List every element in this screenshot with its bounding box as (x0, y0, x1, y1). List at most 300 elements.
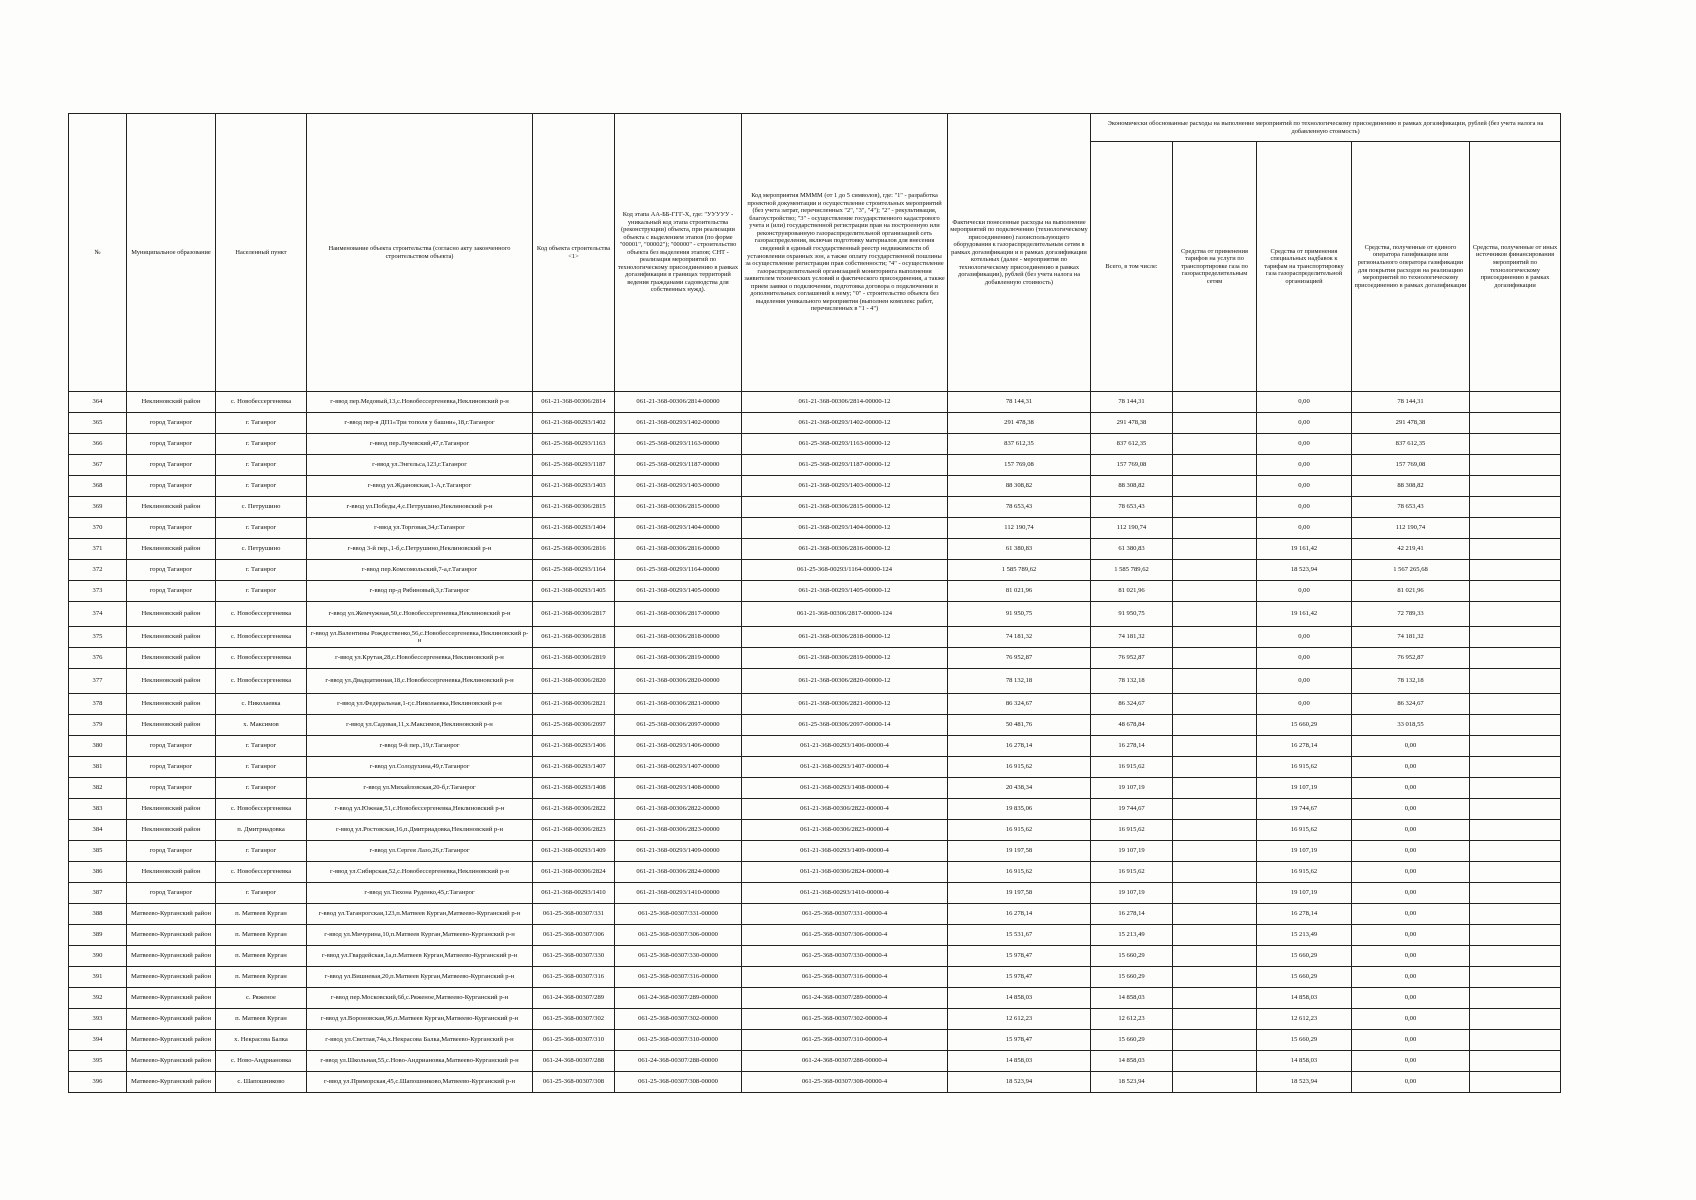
cell-settlement: г. Таганрог (216, 778, 307, 799)
cell-other-sources (1470, 1009, 1561, 1030)
cell-num: 377 (69, 669, 127, 694)
cell-single-operator: 0,00 (1352, 799, 1470, 820)
cell-actual-costs: 61 380,83 (948, 539, 1091, 560)
cell-single-operator: 0,00 (1352, 841, 1470, 862)
cell-actual-costs: 81 021,96 (948, 581, 1091, 602)
cell-tariff-funds (1173, 497, 1257, 518)
cell-single-operator: 0,00 (1352, 1051, 1470, 1072)
cell-total: 157 769,08 (1091, 455, 1173, 476)
cell-num: 395 (69, 1051, 127, 1072)
cell-special-markup: 16 915,62 (1257, 820, 1352, 841)
cell-tariff-funds (1173, 988, 1257, 1009)
cell-tariff-funds (1173, 434, 1257, 455)
cell-special-markup: 19 107,19 (1257, 841, 1352, 862)
cell-other-sources (1470, 967, 1561, 988)
cell-object-name: г-ввод ул.Двадцатинная,18,с.Новобессергеневка,Неклиновский р-н (307, 669, 533, 694)
cell-object-code: 061-21-368-00306/2820 (533, 669, 615, 694)
cell-object-name: г-ввод 9-й пер.,19,г.Таганрог (307, 736, 533, 757)
cell-total: 16 278,14 (1091, 904, 1173, 925)
cell-stage-code: 061-21-368-00293/1405-00000 (615, 581, 742, 602)
cell-special-markup: 16 915,62 (1257, 757, 1352, 778)
cell-event-code: 061-21-368-00306/2819-00000-12 (742, 648, 948, 669)
cell-object-code: 061-21-368-00306/2822 (533, 799, 615, 820)
cell-stage-code: 061-21-368-00306/2816-00000 (615, 539, 742, 560)
cell-stage-code: 061-25-368-00307/308-00000 (615, 1072, 742, 1093)
cell-num: 384 (69, 820, 127, 841)
table-row (69, 1009, 1561, 1030)
cell-object-code: 061-25-368-00293/1163 (533, 434, 615, 455)
cell-single-operator: 72 789,33 (1352, 602, 1470, 627)
cell-num: 381 (69, 757, 127, 778)
cell-tariff-funds (1173, 736, 1257, 757)
cell-stage-code: 061-25-368-00307/302-00000 (615, 1009, 742, 1030)
table-row (69, 799, 1561, 820)
cell-num: 383 (69, 799, 127, 820)
table-row (69, 627, 1561, 648)
cell-other-sources (1470, 841, 1561, 862)
cell-other-sources (1470, 392, 1561, 413)
cell-other-sources (1470, 988, 1561, 1009)
cell-actual-costs: 19 197,58 (948, 841, 1091, 862)
cell-other-sources (1470, 736, 1561, 757)
cell-stage-code: 061-21-368-00306/2818-00000 (615, 627, 742, 648)
cell-settlement: х. Некрасова Балка (216, 1030, 307, 1051)
cell-single-operator: 0,00 (1352, 967, 1470, 988)
cell-object-code: 061-25-368-00293/1187 (533, 455, 615, 476)
cell-actual-costs: 15 978,47 (948, 1030, 1091, 1051)
cell-tariff-funds (1173, 757, 1257, 778)
cell-num: 369 (69, 497, 127, 518)
cell-single-operator: 0,00 (1352, 757, 1470, 778)
cell-event-code: 061-25-368-00307/310-00000-4 (742, 1030, 948, 1051)
cell-num: 373 (69, 581, 127, 602)
cell-single-operator: 0,00 (1352, 820, 1470, 841)
cell-other-sources (1470, 581, 1561, 602)
cell-stage-code: 061-21-368-00306/2815-00000 (615, 497, 742, 518)
cell-special-markup: 18 523,94 (1257, 560, 1352, 581)
cell-num: 388 (69, 904, 127, 925)
cell-stage-code: 061-21-368-00306/2817-00000 (615, 602, 742, 627)
cell-special-markup: 0,00 (1257, 392, 1352, 413)
cell-settlement: с. Ряженое (216, 988, 307, 1009)
cell-single-operator: 0,00 (1352, 1072, 1470, 1093)
cell-event-code: 061-21-368-00293/1402-00000-12 (742, 413, 948, 434)
cell-other-sources (1470, 799, 1561, 820)
cell-total: 78 144,31 (1091, 392, 1173, 413)
header-special-markup: Средства от применения специальных надбавок к тарифам на транспортировку газа газораспределительной организацией (1257, 142, 1352, 392)
cell-other-sources (1470, 560, 1561, 581)
table-row (69, 841, 1561, 862)
cell-other-sources (1470, 413, 1561, 434)
cell-special-markup: 0,00 (1257, 476, 1352, 497)
cell-municipality: Неклиновский район (127, 627, 216, 648)
cell-total: 91 950,75 (1091, 602, 1173, 627)
table-row (69, 715, 1561, 736)
cell-object-name: г-ввод пер.Лучевский,47,г.Таганрог (307, 434, 533, 455)
cell-other-sources (1470, 669, 1561, 694)
header-municipality: Муниципальное образование (127, 114, 216, 392)
cell-stage-code: 061-21-368-00293/1409-00000 (615, 841, 742, 862)
cell-object-name: г-ввод пр-д Рябиновый,3,г.Таганрог (307, 581, 533, 602)
cell-special-markup: 16 915,62 (1257, 862, 1352, 883)
cell-tariff-funds (1173, 1072, 1257, 1093)
cell-object-name: г-ввод ул.Победы,4,с.Петрушино,Неклиновский р-н (307, 497, 533, 518)
cell-stage-code: 061-25-368-00293/1164-00000 (615, 560, 742, 581)
table-row (69, 581, 1561, 602)
cell-municipality: город Таганрог (127, 883, 216, 904)
cell-settlement: п. Дмитриадовка (216, 820, 307, 841)
cell-object-name: г-ввод ул.Южная,51,с.Новобессергеневка,Неклиновский р-н (307, 799, 533, 820)
header-single-operator: Средства, полученные от единого оператора газификации или регионального оператора газификации для покрытия расходов на реализацию мероприятий по технологическому присоединению в рамках догазификации (1352, 142, 1470, 392)
cell-municipality: Неклиновский район (127, 715, 216, 736)
table-row (69, 988, 1561, 1009)
cell-actual-costs: 15 531,67 (948, 925, 1091, 946)
cell-object-code: 061-21-368-00293/1405 (533, 581, 615, 602)
cell-object-code: 061-25-368-00307/316 (533, 967, 615, 988)
cell-tariff-funds (1173, 1009, 1257, 1030)
table-row (69, 648, 1561, 669)
cell-stage-code: 061-21-368-00293/1402-00000 (615, 413, 742, 434)
cell-actual-costs: 14 858,03 (948, 1051, 1091, 1072)
table-row (69, 778, 1561, 799)
cell-tariff-funds (1173, 904, 1257, 925)
cell-object-name: г-ввод ул.Садовая,11,х.Максимов,Неклиновский р-н (307, 715, 533, 736)
cell-special-markup: 19 107,19 (1257, 778, 1352, 799)
table-row (69, 757, 1561, 778)
table-body (69, 392, 1561, 1093)
cell-settlement: п. Матвеев Курган (216, 925, 307, 946)
cell-municipality: Неклиновский район (127, 669, 216, 694)
cell-tariff-funds (1173, 1051, 1257, 1072)
cell-total: 291 478,38 (1091, 413, 1173, 434)
cell-actual-costs: 837 612,35 (948, 434, 1091, 455)
cell-object-name: г-ввод ул.Сибирская,52,с.Новобессергеневка,Неклиновский р-н (307, 862, 533, 883)
cell-single-operator: 157 769,08 (1352, 455, 1470, 476)
cell-settlement: г. Таганрог (216, 883, 307, 904)
cell-special-markup: 0,00 (1257, 434, 1352, 455)
cell-stage-code: 061-25-368-00293/1187-00000 (615, 455, 742, 476)
cell-single-operator: 0,00 (1352, 1030, 1470, 1051)
cell-stage-code: 061-21-368-00306/2824-00000 (615, 862, 742, 883)
cell-single-operator: 0,00 (1352, 946, 1470, 967)
cell-special-markup: 0,00 (1257, 669, 1352, 694)
cell-municipality: Матвеево-Курганский район (127, 1009, 216, 1030)
registry-table (68, 113, 1561, 1093)
cell-total: 16 915,62 (1091, 757, 1173, 778)
cell-object-name: г-ввод ул.Светлая,74а,х.Некрасова Балка,Матвеево-Курганский р-н (307, 1030, 533, 1051)
cell-object-code: 061-21-368-00306/2824 (533, 862, 615, 883)
cell-tariff-funds (1173, 581, 1257, 602)
cell-event-code: 061-21-368-00306/2823-00000-4 (742, 820, 948, 841)
cell-single-operator: 88 308,82 (1352, 476, 1470, 497)
cell-event-code: 061-21-368-00306/2814-00000-12 (742, 392, 948, 413)
cell-actual-costs: 16 915,62 (948, 862, 1091, 883)
cell-settlement: с. Новобессергеневка (216, 862, 307, 883)
cell-num: 364 (69, 392, 127, 413)
cell-total: 78 132,18 (1091, 669, 1173, 694)
cell-event-code: 061-25-368-00307/302-00000-4 (742, 1009, 948, 1030)
table-row (69, 539, 1561, 560)
cell-object-name: г-ввод ул.Вороновская,96,п.Матвеев Курган,Матвеево-Курганский р-н (307, 1009, 533, 1030)
cell-num: 396 (69, 1072, 127, 1093)
table-row (69, 862, 1561, 883)
cell-num: 372 (69, 560, 127, 581)
cell-single-operator: 0,00 (1352, 1009, 1470, 1030)
cell-tariff-funds (1173, 518, 1257, 539)
cell-event-code: 061-25-368-00307/330-00000-4 (742, 946, 948, 967)
cell-tariff-funds (1173, 820, 1257, 841)
cell-total: 78 653,43 (1091, 497, 1173, 518)
cell-settlement: п. Матвеев Курган (216, 946, 307, 967)
cell-actual-costs: 112 190,74 (948, 518, 1091, 539)
cell-single-operator: 78 144,31 (1352, 392, 1470, 413)
cell-tariff-funds (1173, 669, 1257, 694)
cell-num: 371 (69, 539, 127, 560)
cell-municipality: Неклиновский район (127, 820, 216, 841)
cell-municipality: город Таганрог (127, 778, 216, 799)
cell-stage-code: 061-25-368-00307/316-00000 (615, 967, 742, 988)
cell-event-code: 061-21-368-00306/2816-00000-12 (742, 539, 948, 560)
cell-other-sources (1470, 1072, 1561, 1093)
document-page (68, 113, 1560, 1093)
cell-stage-code: 061-21-368-00293/1403-00000 (615, 476, 742, 497)
cell-settlement: с. Новобессергеневка (216, 648, 307, 669)
table-row (69, 946, 1561, 967)
cell-object-name: г-ввод ул.Приморская,45,с.Шапошниково,Матвеево-Курганский р-н (307, 1072, 533, 1093)
cell-event-code: 061-25-368-00306/2097-00000-14 (742, 715, 948, 736)
cell-object-code: 061-25-368-00307/310 (533, 1030, 615, 1051)
cell-special-markup: 0,00 (1257, 413, 1352, 434)
cell-special-markup: 0,00 (1257, 694, 1352, 715)
header-other-sources: Средства, полученные от иных источников финансирования мероприятий по технологическому присоединению в рамках догазификации (1470, 142, 1561, 392)
cell-object-code: 061-25-368-00293/1164 (533, 560, 615, 581)
cell-stage-code: 061-21-368-00306/2822-00000 (615, 799, 742, 820)
cell-single-operator: 78 132,18 (1352, 669, 1470, 694)
cell-object-code: 061-21-368-00306/2815 (533, 497, 615, 518)
cell-tariff-funds (1173, 862, 1257, 883)
cell-actual-costs: 88 308,82 (948, 476, 1091, 497)
cell-object-name: г-ввод ул.Мичурина,10,п.Матвеев Курган,Матвеево-Курганский р-н (307, 925, 533, 946)
cell-municipality: Неклиновский район (127, 648, 216, 669)
cell-event-code: 061-25-368-00293/1187-00000-12 (742, 455, 948, 476)
cell-total: 19 107,19 (1091, 883, 1173, 904)
cell-object-name: г-ввод 3-й пер.,1-б,с.Петрушино,Неклиновский р-н (307, 539, 533, 560)
table-header (69, 114, 1561, 392)
cell-event-code: 061-25-368-00307/331-00000-4 (742, 904, 948, 925)
cell-municipality: Неклиновский район (127, 392, 216, 413)
cell-total: 14 858,03 (1091, 1051, 1173, 1072)
table-row (69, 904, 1561, 925)
cell-settlement: г. Таганрог (216, 455, 307, 476)
cell-single-operator: 76 952,87 (1352, 648, 1470, 669)
cell-event-code: 061-21-368-00306/2824-00000-4 (742, 862, 948, 883)
cell-stage-code: 061-21-368-00306/2814-00000 (615, 392, 742, 413)
cell-total: 74 181,32 (1091, 627, 1173, 648)
table-row (69, 455, 1561, 476)
cell-settlement: г. Таганрог (216, 736, 307, 757)
cell-special-markup: 16 278,14 (1257, 736, 1352, 757)
cell-other-sources (1470, 883, 1561, 904)
cell-object-name: г-ввод ул.Валентины Рождественко,56,с.Новобессергеневка,Неклиновский р-н (307, 627, 533, 648)
cell-actual-costs: 15 978,47 (948, 967, 1091, 988)
cell-object-code: 061-25-368-00307/306 (533, 925, 615, 946)
cell-municipality: город Таганрог (127, 413, 216, 434)
cell-other-sources (1470, 925, 1561, 946)
cell-special-markup: 18 523,94 (1257, 1072, 1352, 1093)
cell-other-sources (1470, 627, 1561, 648)
cell-tariff-funds (1173, 883, 1257, 904)
cell-event-code: 061-21-368-00293/1403-00000-12 (742, 476, 948, 497)
cell-object-code: 061-21-368-00306/2823 (533, 820, 615, 841)
cell-event-code: 061-21-368-00306/2821-00000-12 (742, 694, 948, 715)
cell-object-name: г-ввод ул.Крутая,28,с.Новобессергеневка,Неклиновский р-н (307, 648, 533, 669)
cell-tariff-funds (1173, 627, 1257, 648)
cell-event-code: 061-21-368-00293/1410-00000-4 (742, 883, 948, 904)
cell-num: 389 (69, 925, 127, 946)
cell-other-sources (1470, 715, 1561, 736)
cell-object-name: г-ввод ул.Гвардейская,1а,п.Матвеев Курган,Матвеево-Курганский р-н (307, 946, 533, 967)
cell-num: 392 (69, 988, 127, 1009)
cell-special-markup: 14 858,03 (1257, 988, 1352, 1009)
cell-settlement: п. Матвеев Курган (216, 1009, 307, 1030)
table-row (69, 694, 1561, 715)
header-econ-group: Экономически обоснованные расходы на выполнение мероприятий по технологическому присоединению в рамках догазификации, рублей (без учета налога на добавленную стоимость) (1091, 114, 1561, 142)
cell-special-markup: 0,00 (1257, 627, 1352, 648)
cell-settlement: с. Новобессергеневка (216, 799, 307, 820)
cell-event-code: 061-24-368-00307/288-00000-4 (742, 1051, 948, 1072)
cell-object-name: г-ввод ул.Жемчужная,50,с.Новобессергеневка,Неклиновский р-н (307, 602, 533, 627)
table-row (69, 497, 1561, 518)
cell-object-name: г-ввод пер.Московский,6б,с.Ряженое,Матвеево-Курганский р-н (307, 988, 533, 1009)
cell-stage-code: 061-25-368-00307/310-00000 (615, 1030, 742, 1051)
cell-event-code: 061-21-368-00306/2820-00000-12 (742, 669, 948, 694)
cell-municipality: Неклиновский район (127, 539, 216, 560)
cell-other-sources (1470, 497, 1561, 518)
cell-actual-costs: 91 950,75 (948, 602, 1091, 627)
cell-object-name: г-ввод пер-я ДП1«Три тополя у башни»,18,г.Таганрог (307, 413, 533, 434)
cell-stage-code: 061-24-368-00307/289-00000 (615, 988, 742, 1009)
table-row (69, 883, 1561, 904)
table-row (69, 518, 1561, 539)
cell-total: 15 213,49 (1091, 925, 1173, 946)
cell-actual-costs: 86 324,67 (948, 694, 1091, 715)
cell-other-sources (1470, 1051, 1561, 1072)
header-tariff-funds: Средства от применения тарифов на услуги по транспортировке газа по газораспределительным сетям (1173, 142, 1257, 392)
cell-num: 386 (69, 862, 127, 883)
cell-stage-code: 061-25-368-00307/330-00000 (615, 946, 742, 967)
cell-stage-code: 061-21-368-00306/2820-00000 (615, 669, 742, 694)
cell-settlement: с. Петрушино (216, 539, 307, 560)
cell-actual-costs: 19 197,58 (948, 883, 1091, 904)
cell-total: 19 107,19 (1091, 841, 1173, 862)
cell-stage-code: 061-25-368-00293/1163-00000 (615, 434, 742, 455)
cell-municipality: город Таганрог (127, 476, 216, 497)
cell-other-sources (1470, 518, 1561, 539)
cell-tariff-funds (1173, 841, 1257, 862)
cell-tariff-funds (1173, 946, 1257, 967)
header-num: № (69, 114, 127, 392)
cell-object-name: г-ввод ул.Ростовская,16,п.Дмитриадовка,Неклиновский р-н (307, 820, 533, 841)
cell-single-operator: 86 324,67 (1352, 694, 1470, 715)
cell-settlement: г. Таганрог (216, 757, 307, 778)
cell-stage-code: 061-21-368-00293/1404-00000 (615, 518, 742, 539)
cell-other-sources (1470, 476, 1561, 497)
cell-tariff-funds (1173, 715, 1257, 736)
cell-other-sources (1470, 602, 1561, 627)
cell-num: 385 (69, 841, 127, 862)
table-row (69, 967, 1561, 988)
cell-tariff-funds (1173, 925, 1257, 946)
cell-event-code: 061-21-368-00306/2822-00000-4 (742, 799, 948, 820)
cell-stage-code: 061-25-368-00307/306-00000 (615, 925, 742, 946)
cell-other-sources (1470, 862, 1561, 883)
cell-object-name: г-ввод ул.Таганрогская,123,п.Матвеев Курган,Матвеево-Курганский р-н (307, 904, 533, 925)
cell-settlement: с. Новобессергеневка (216, 392, 307, 413)
cell-other-sources (1470, 648, 1561, 669)
cell-total: 76 952,87 (1091, 648, 1173, 669)
cell-total: 48 678,84 (1091, 715, 1173, 736)
cell-tariff-funds (1173, 476, 1257, 497)
cell-object-code: 061-25-368-00307/308 (533, 1072, 615, 1093)
cell-num: 366 (69, 434, 127, 455)
cell-special-markup: 16 278,14 (1257, 904, 1352, 925)
table-row (69, 1030, 1561, 1051)
cell-special-markup: 15 213,49 (1257, 925, 1352, 946)
cell-object-code: 061-25-368-00306/2097 (533, 715, 615, 736)
cell-event-code: 061-25-368-00307/308-00000-4 (742, 1072, 948, 1093)
cell-total: 112 190,74 (1091, 518, 1173, 539)
cell-special-markup: 14 858,03 (1257, 1051, 1352, 1072)
cell-other-sources (1470, 778, 1561, 799)
cell-object-name: г-ввод пер.Медовый,13,с.Новобессергеневка,Неклиновский р-н (307, 392, 533, 413)
cell-other-sources (1470, 757, 1561, 778)
cell-total: 88 308,82 (1091, 476, 1173, 497)
cell-object-code: 061-25-368-00306/2816 (533, 539, 615, 560)
cell-municipality: город Таганрог (127, 434, 216, 455)
cell-num: 378 (69, 694, 127, 715)
table-row (69, 1072, 1561, 1093)
cell-stage-code: 061-21-368-00293/1407-00000 (615, 757, 742, 778)
cell-other-sources (1470, 455, 1561, 476)
cell-single-operator: 1 567 265,68 (1352, 560, 1470, 581)
cell-tariff-funds (1173, 560, 1257, 581)
cell-tariff-funds (1173, 539, 1257, 560)
cell-single-operator: 74 181,32 (1352, 627, 1470, 648)
table-row (69, 434, 1561, 455)
cell-total: 18 523,94 (1091, 1072, 1173, 1093)
cell-total: 12 612,23 (1091, 1009, 1173, 1030)
cell-event-code: 061-21-368-00293/1407-00000-4 (742, 757, 948, 778)
cell-single-operator: 0,00 (1352, 862, 1470, 883)
cell-single-operator: 33 018,55 (1352, 715, 1470, 736)
cell-num: 368 (69, 476, 127, 497)
cell-municipality: Неклиновский район (127, 862, 216, 883)
cell-tariff-funds (1173, 413, 1257, 434)
table-row (69, 413, 1561, 434)
cell-num: 370 (69, 518, 127, 539)
cell-object-name: г-ввод ул.Сергея Лазо,26,г.Таганрог (307, 841, 533, 862)
cell-object-code: 061-25-368-00307/331 (533, 904, 615, 925)
cell-total: 81 021,96 (1091, 581, 1173, 602)
cell-num: 375 (69, 627, 127, 648)
cell-single-operator: 0,00 (1352, 778, 1470, 799)
cell-municipality: Матвеево-Курганский район (127, 1051, 216, 1072)
cell-object-name: г-ввод пер.Комсомольский,7-а,г.Таганрог (307, 560, 533, 581)
cell-object-name: г-ввод ул.Школьная,55,с.Ново-Андриановка,Матвеево-Курганский р-н (307, 1051, 533, 1072)
cell-settlement: г. Таганрог (216, 413, 307, 434)
table-row (69, 602, 1561, 627)
cell-other-sources (1470, 946, 1561, 967)
